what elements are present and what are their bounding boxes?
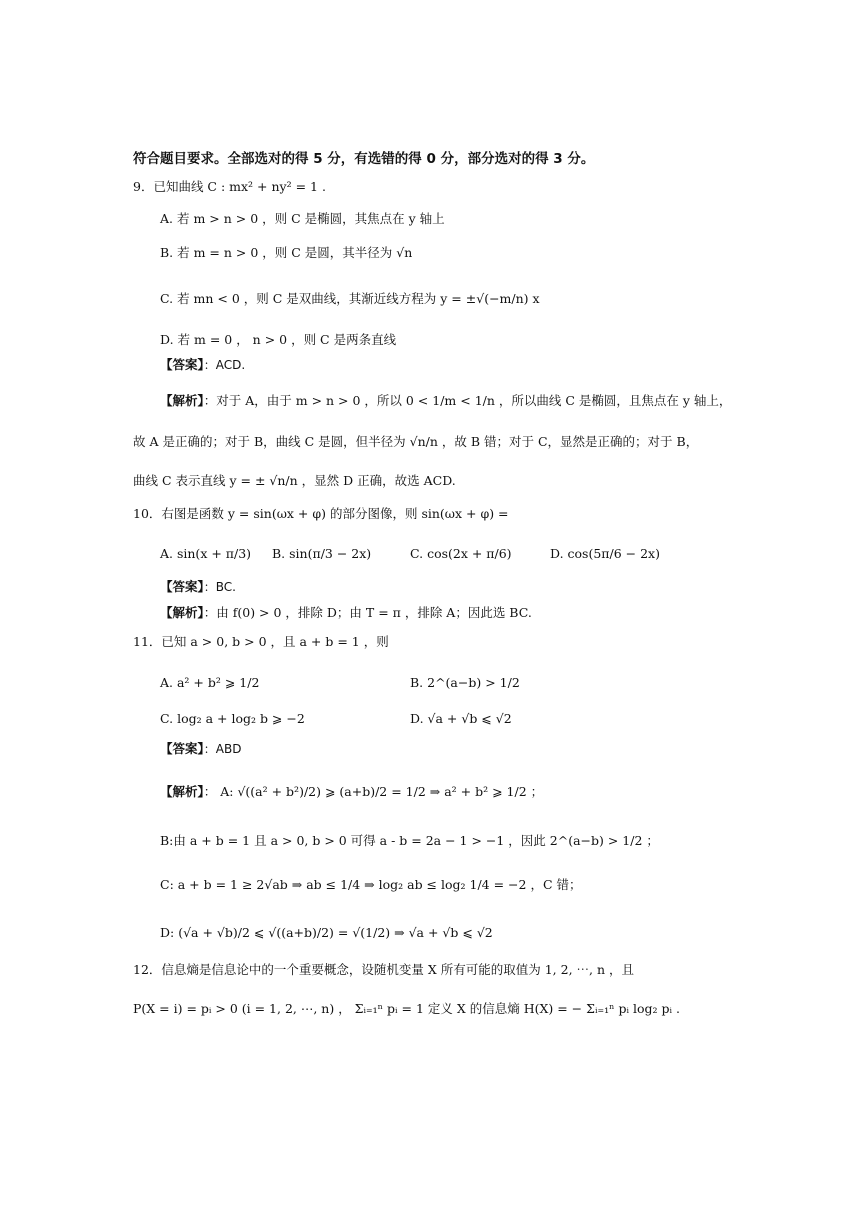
question-11-analysis-b: B:由 a + b = 1 且 a > 0, b > 0 可得 a - b = 2a − 1 > −1 ，因此 2^(a−b) > 1/2 ； xyxy=(160,833,659,848)
answer-value: ：ABD xyxy=(203,742,242,756)
answer-label: 【答案】 xyxy=(160,741,204,756)
question-10-analysis xyxy=(160,604,532,622)
question-11-option-c: C. log₂ a + log₂ b ⩾ −2 xyxy=(160,711,305,726)
question-10-option-a: A. sin(x + π/3) xyxy=(160,546,252,561)
analysis-text: ：对于 A，由于 m > n > 0 ，所以 0 < 1/m < 1/n ，所以曲线 C 是椭圆，且焦点在 y 轴上， xyxy=(203,393,732,408)
question-9-analysis-line-3: 曲线 C 表示直线 y = ± √n/n ，显然 D 正确，故选 ACD. xyxy=(133,473,456,488)
question-10-option-b: B. sin(π/3 − 2x) xyxy=(272,546,372,561)
question-12-stem: 12．信息熵是信息论中的一个重要概念，设随机变量 X 所有可能的取值为 1, 2, ⋯, n ，且 xyxy=(133,962,634,977)
question-11-option-b: B. 2^(a−b) > 1/2 xyxy=(410,675,520,690)
answer-value: ：ACD. xyxy=(203,358,246,372)
question-12-definition: P(X = i) = pᵢ > 0 (i = 1, 2, ⋯, n) ， Σᵢ₌₁ⁿ pᵢ = 1 定义 X 的信息熵 H(X) = − Σᵢ₌₁ⁿ pᵢ log₂ pᵢ . xyxy=(133,1001,680,1016)
question-10-answer xyxy=(160,578,236,596)
analysis-text: ： A: √((a² + b²)/2) ⩾ (a+b)/2 = 1/2 ⇒ a² + b² ⩾ 1/2 ； xyxy=(203,784,544,799)
section-instruction: 符合题目要求。全部选对的得 5 分，有选错的得 0 分，部分选对的得 3 分。 xyxy=(133,151,595,167)
question-11-analysis-c: C: a + b = 1 ≥ 2√ab ⇒ ab ≤ 1/4 ⇒ log₂ ab ≤ log₂ 1/4 = −2 ，C 错； xyxy=(160,877,582,892)
answer-value: ：BC. xyxy=(203,580,236,594)
answer-label: 【答案】 xyxy=(160,579,204,594)
question-10-option-d: D. cos(5π/6 − 2x) xyxy=(550,546,660,561)
question-11-answer xyxy=(160,740,241,758)
question-11-option-d: D. √a + √b ⩽ √2 xyxy=(410,711,512,726)
question-9-option-d: D. 若 m = 0 ， n > 0 ，则 C 是两条直线 xyxy=(160,332,397,347)
question-9-option-b: B. 若 m = n > 0 ，则 C 是圆，其半径为 √n xyxy=(160,245,413,260)
analysis-label: 【解析】 xyxy=(160,784,204,799)
analysis-label: 【解析】 xyxy=(160,605,204,620)
question-11-analysis-a xyxy=(160,783,543,801)
question-9-stem: 9．已知曲线 C : mx² + ny² = 1 . xyxy=(133,179,326,194)
question-9-option-c: C. 若 mn < 0 ，则 C 是双曲线，其渐近线方程为 y = ±√(−m/n) x xyxy=(160,291,540,306)
analysis-text: ：由 f(0) > 0 ，排除 D；由 T = π ，排除 A；因此选 BC. xyxy=(203,605,532,620)
answer-label: 【答案】 xyxy=(160,357,204,372)
question-11-option-a: A. a² + b² ⩾ 1/2 xyxy=(160,675,260,690)
question-11-analysis-d: D: (√a + √b)/2 ⩽ √((a+b)/2) = √(1/2) ⇒ √a + √b ⩽ √2 xyxy=(160,925,493,940)
question-9-analysis-line-2: 故 A 是正确的；对于 B，曲线 C 是圆，但半径为 √n/n ，故 B 错；对于 C，显然是正确的；对于 B， xyxy=(133,434,699,449)
analysis-label: 【解析】 xyxy=(160,393,204,408)
question-9-analysis-line-1 xyxy=(160,392,731,410)
question-10-stem: 10．右图是函数 y = sin(ωx + φ) 的部分图像，则 sin(ωx + φ) = xyxy=(133,506,509,521)
question-9-answer xyxy=(160,356,245,374)
question-11-stem: 11．已知 a > 0, b > 0 ，且 a + b = 1 ，则 xyxy=(133,634,389,649)
question-9-option-a: A. 若 m > n > 0 ，则 C 是椭圆，其焦点在 y 轴上 xyxy=(160,211,445,226)
question-10-option-c: C. cos(2x + π/6) xyxy=(410,546,512,561)
